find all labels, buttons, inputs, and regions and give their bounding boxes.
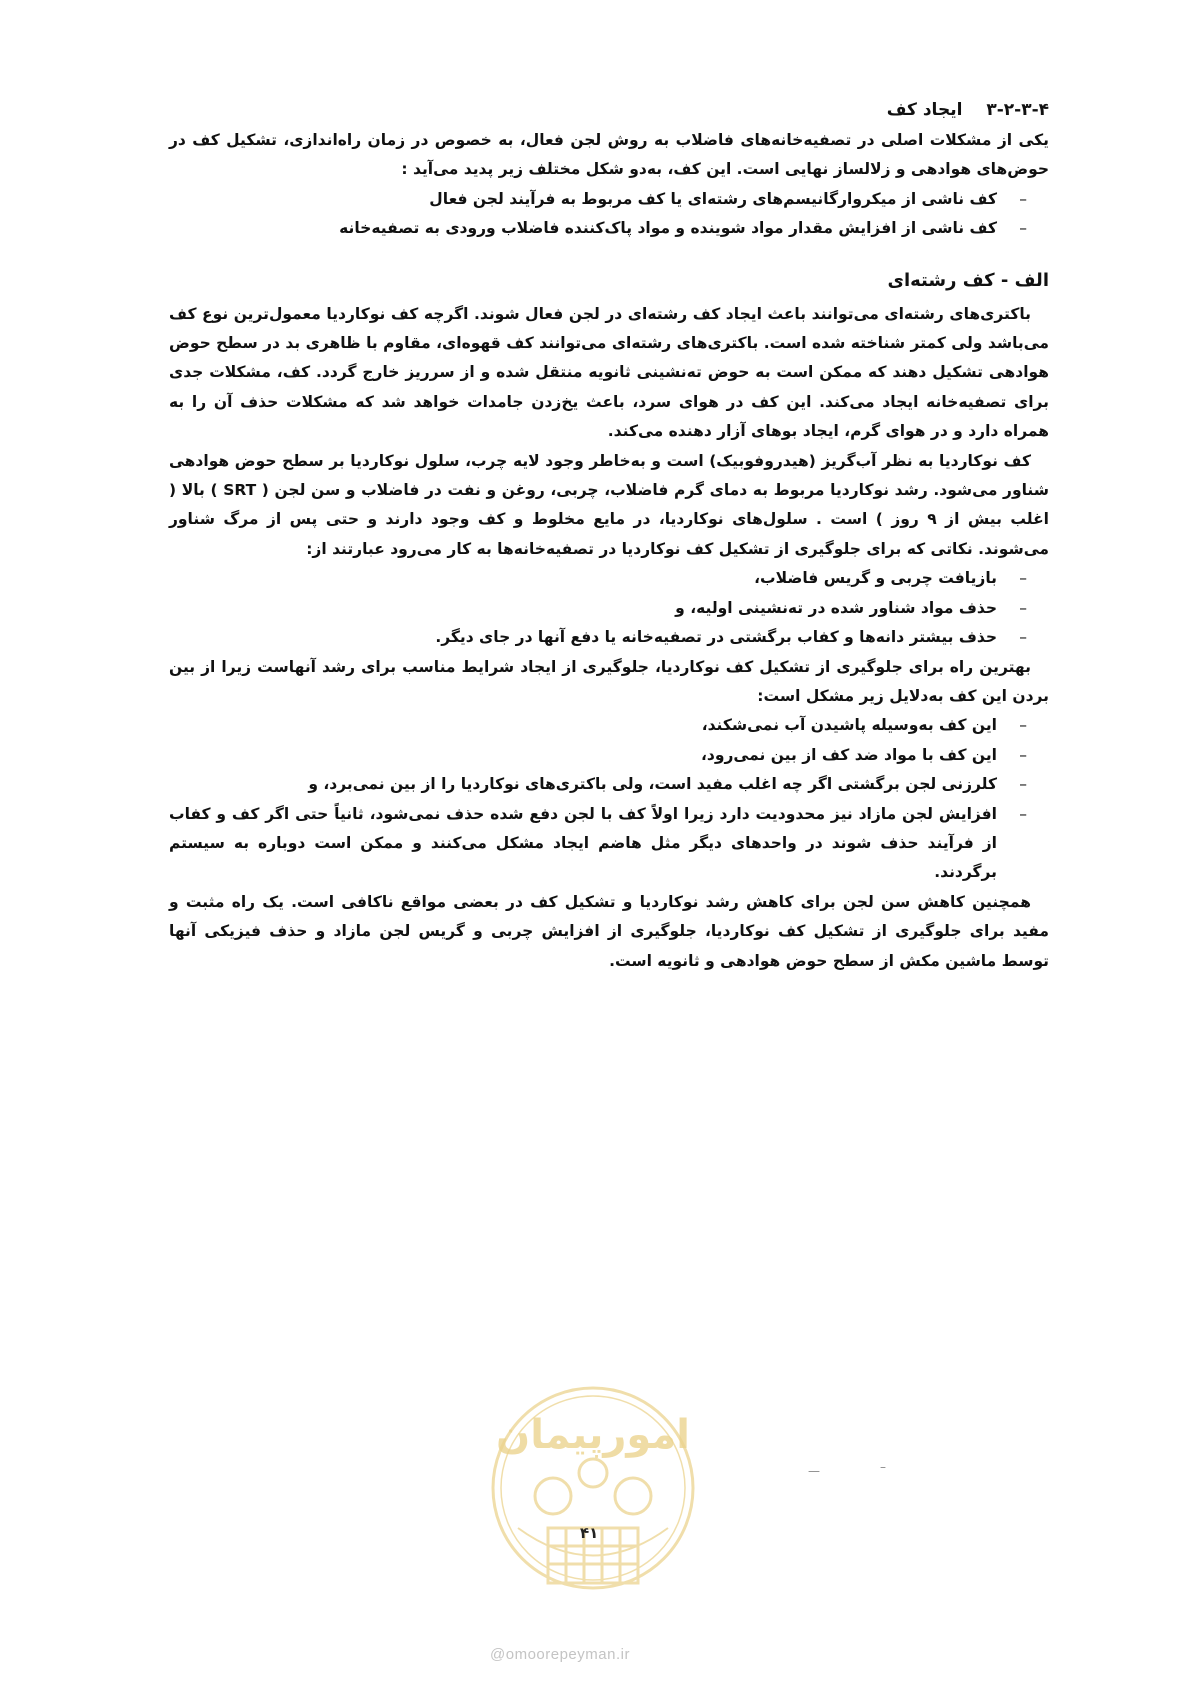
list-item: – حذف بیشتر دانه‌ها و کفاب برگشتی در تصفیه‌خانه یا دفع آنها در جای دیگر. — [169, 623, 1027, 652]
scan-mark: – — [880, 1460, 886, 1474]
paragraph-filamentous-foam: باکتری‌های رشته‌ای می‌توانند باعث ایجاد کف رشته‌ای در لجن فعال شوند. اگرچه کف نوکاردیا معمول‌ترین نوع کف می‌باشد ولی کمتر شناخته شده است. باکتری‌های رشته‌ای می‌توانند کف قهوه‌ای، مقاوم با ظاهری بد در سطح حوض هوادهی تشکیل دهند که ممکن است به حوض ته‌نشینی ثانویه منتقل شده و از سرریز خارج گردد. کف، مشکلات جدی برای تصفیه‌خانه ایجاد می‌کند. این کف در هوای سرد، باعث یخ‌زدن جامدات خواهد شد که مشکلات حذف آن را به همراه دارد و در هوای گرم، ایجاد بوهای آزار دهنده می‌کند. — [169, 304, 1049, 441]
dash-marker: – — [1019, 716, 1027, 735]
dash-marker: – — [1019, 189, 1027, 208]
watermark-seal-icon — [478, 1378, 708, 1608]
intro-paragraph: یکی از مشکلات اصلی در تصفیه‌خانه‌های فاضلاب به روش لجن فعال، به خصوص در زمان راه‌اندازی، تشکیل کف در حوض‌های هوادهی و زلالساز نهایی است. این کف، به‌دو شکل مختلف زیر پدید می‌آید : — [169, 131, 1049, 179]
list-item: – بازیافت چربی و گریس فاضلاب، — [169, 564, 1027, 593]
prevention-bullet-list — [169, 564, 1049, 652]
paragraph-nocardia: کف نوکاردیا به نظر آب‌گریز (هیدروفوبیک) است و به‌خاطر وجود لایه چرب، سلول نوکاردیا بر سطح حوض هوادهی شناور می‌شود. رشد نوکاردیا مربوط به دمای گرم فاضلاب، چربی، روغن و نفت در فاضلاب و سن لجن ( SRT ) بالا ( اغلب بیش از ۹ روز ) است . سلول‌های نوکاردیا، در مایع مخلوط و کف وجود دارند و حتی پس از مرگ شناور می‌شوند. نکاتی که برای جلوگیری از تشکیل کف نوکاردیا در تصفیه‌خانه‌ها به کار می‌رود عبارتند از: — [169, 451, 1049, 558]
section-number: ۳-۲-۳-۴ — [986, 100, 1049, 120]
list-item: – افزایش لجن مازاد نیز محدودیت دارد زیرا اولاً کف با لجن دفع شده حذف نمی‌شود، ثانیاً حتی اگر کف و کفاب از فرآیند حذف شوند در واحدهای دیگر مثل هاضم ایجاد مشکل می‌کنند و ممکن است دوباره به سیستم برگردند. — [169, 800, 1027, 888]
page-content — [169, 96, 1049, 976]
dash-marker: – — [1019, 775, 1027, 794]
dash-marker: – — [1019, 745, 1027, 764]
dash-marker: – — [1019, 219, 1027, 238]
list-item: – کلرزنی لجن برگشتی اگر چه اغلب مفید است، ولی باکتری‌های نوکاردیا را از بین نمی‌برد، و — [169, 770, 1027, 799]
list-item: – کف ناشی از افزایش مقدار مواد شوینده و مواد پاک‌کننده فاضلاب ورودی به تصفیه‌خانه — [169, 214, 1027, 243]
section-heading — [169, 96, 1049, 124]
paragraph-conclusion: همچنین کاهش سن لجن برای کاهش رشد نوکاردیا و تشکیل کف در بعضی مواقع ناکافی است. یک راه مثبت و مفید برای جلوگیری از تشکیل کف نوکاردیا، جلوگیری از افزایش چربی و گریس لجن مازاد و حذف فیزیکی آنها توسط ماشین مکش از سطح حوض هوادهی و ثانویه است. — [169, 892, 1049, 970]
dash-marker: – — [1019, 598, 1027, 617]
watermark-text: امورپیمان — [496, 1412, 690, 1458]
dash-marker: – — [1019, 628, 1027, 647]
watermark-url: @omoorepeyman.ir — [490, 1646, 630, 1663]
list-item: – حذف مواد شناور شده در ته‌نشینی اولیه، و — [169, 594, 1027, 623]
intro-bullet-list — [169, 185, 1049, 244]
list-item: – این کف به‌وسیله پاشیدن آب نمی‌شکند، — [169, 711, 1027, 740]
subsection-title: الف - کف رشته‌ای — [887, 269, 1049, 291]
page-number: ۴۱ — [580, 1524, 599, 1542]
list-item: – این کف با مواد ضد کف از بین نمی‌رود، — [169, 741, 1027, 770]
reasons-bullet-list — [169, 711, 1049, 887]
list-item: – کف ناشی از میکروارگانیسم‌های رشته‌ای یا کف مربوط به فرآیند لجن فعال — [169, 185, 1027, 214]
section-title: ایجاد کف — [886, 100, 963, 120]
paragraph-best-way: بهترین راه برای جلوگیری از تشکیل کف نوکاردیا، جلوگیری از ایجاد شرایط مناسب برای رشد آنهاست زیرا از بین بردن این کف به‌دلایل زیر مشکل است: — [169, 657, 1049, 705]
dash-marker: – — [1019, 804, 1027, 823]
dash-marker: – — [1019, 569, 1027, 588]
scan-mark: — — [808, 1464, 820, 1478]
